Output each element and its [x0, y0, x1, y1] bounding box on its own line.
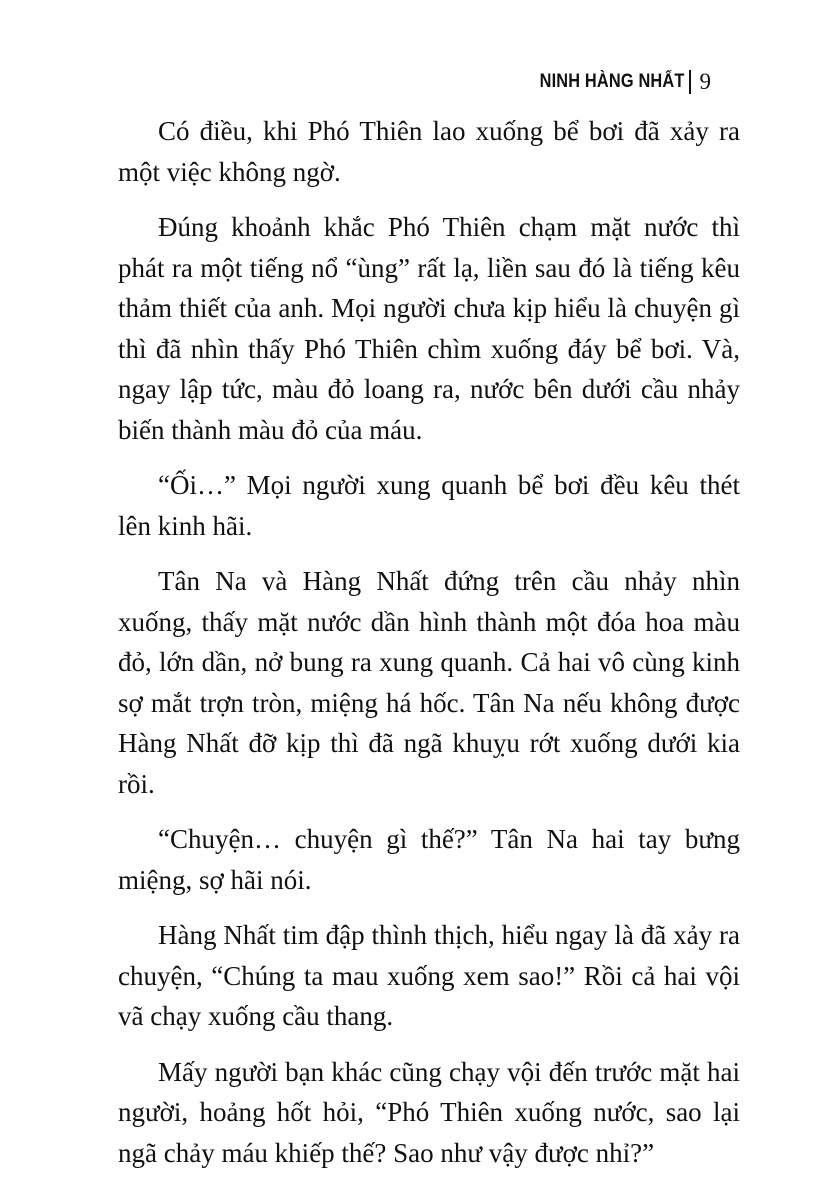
paragraph: Hàng Nhất tim đập thình thịch, hiểu ngay là đã xảy ra chuyện, “Chúng ta mau xuống xem sao!” Rồi cả hai vội vã chạy xuống cầu thang.: [118, 920, 740, 1031]
chapter-title: NINH HÀNG NHẤT: [539, 71, 685, 92]
paragraph: Mấy người bạn khác cũng chạy vội đến trước mặt hai người, hoảng hốt hỏi, “Phó Thiên xuống nước, sao lại ngã chảy máu khiếp thế? Sao như vậy được nhỉ?”: [118, 1056, 740, 1168]
paragraph: Có điều, khi Phó Thiên lao xuống bể bơi đã xảy ra một việc không ngờ.: [118, 116, 740, 187]
paragraph: Tân Na và Hàng Nhất đứng trên cầu nhảy nhìn xuống, thấy mặt nước dần hình thành một đóa hoa màu đỏ, lớn dần, nở bung ra xung quanh. Cả hai vô cùng kinh sợ mắt trợn tròn, miệng há hốc. Tân Na nếu không được Hàng Nhất đỡ kịp thì đã ngã khuỵu rớt xuống dưới kia rồi.: [118, 566, 740, 799]
paragraph: Đúng khoảnh khắc Phó Thiên chạm mặt nước thì phát ra một tiếng nổ “ùng” rất lạ, liền sau đó là tiếng kêu thảm thiết của anh. Mọi người chưa kịp hiểu là chuyện gì thì đã nhìn thấy Phó Thiên chìm xuống đáy bể bơi. Và, ngay lập tức, màu đỏ loang ra, nước bên dưới cầu nhảy biến thành màu đỏ của máu.: [118, 212, 740, 445]
paragraph: “Chuyện… chuyện gì thế?” Tân Na hai tay bưng miệng, sợ hãi nói.: [118, 824, 740, 895]
header-divider: [689, 70, 691, 94]
body-text: [118, 111, 740, 1173]
paragraph: “Ối…” Mọi người xung quanh bể bơi đều kêu thét lên kinh hãi.: [118, 470, 740, 541]
running-header: [516, 66, 711, 98]
page-number: 9: [699, 69, 711, 94]
